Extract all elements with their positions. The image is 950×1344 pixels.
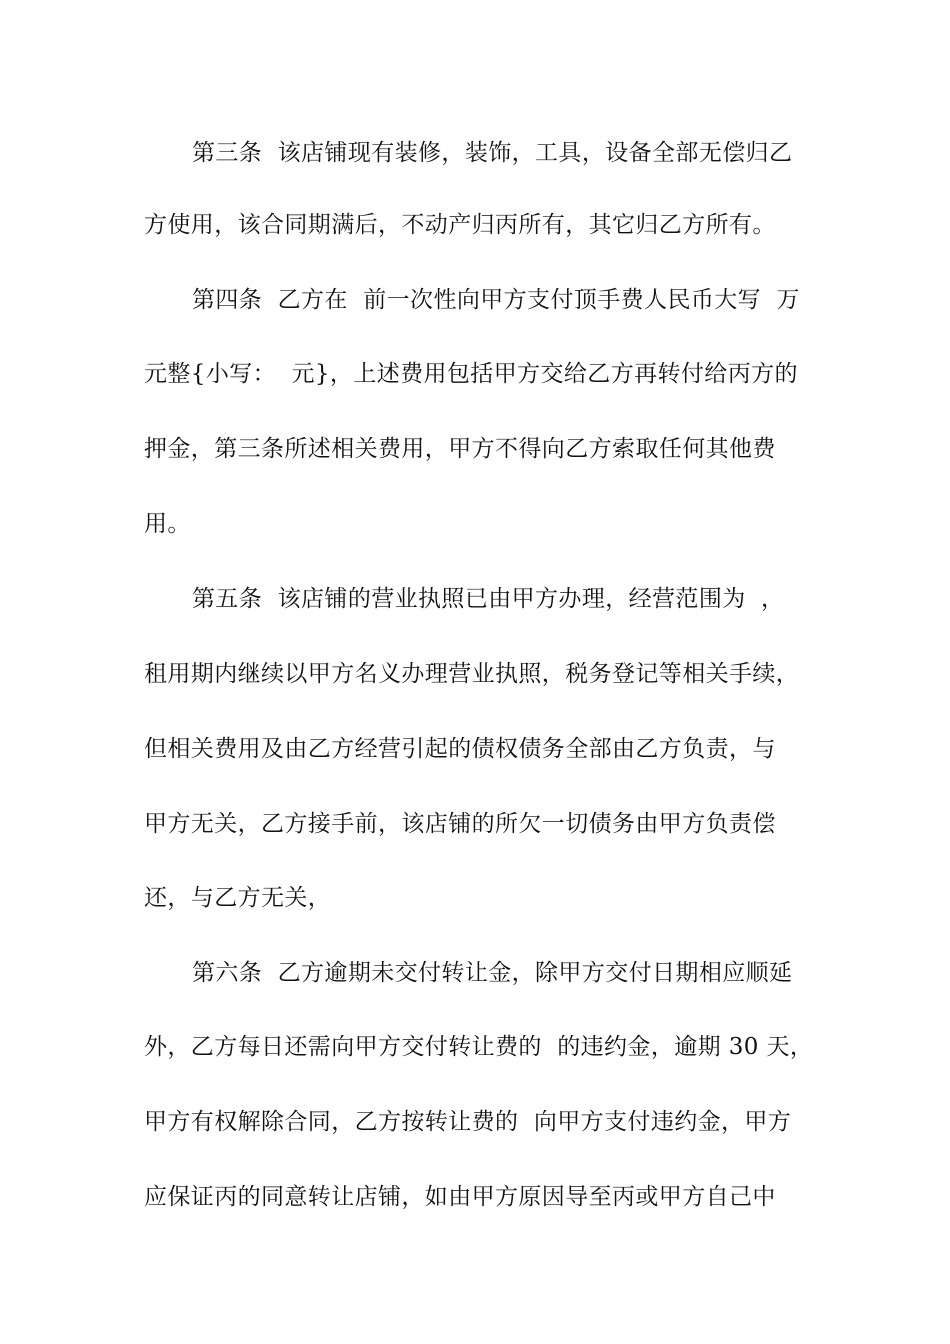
article-6-line-4: 应保证丙的同意转让店铺，如由甲方原因导至丙或甲方自己中 bbox=[144, 1184, 776, 1210]
article-5-line-1: 第五条 该店铺的营业执照已由甲方办理，经营范围为 ， bbox=[192, 586, 785, 612]
article-4-line-3: 押金，第三条所述相关费用，甲方不得向乙方索取任何其他费 bbox=[144, 436, 776, 462]
article-5-line-3: 但相关费用及由乙方经营引起的债权债务全部由乙方负责，与 bbox=[144, 736, 776, 762]
article-5-line-2: 租用期内继续以甲方名义办理营业执照，税务登记等相关手续， bbox=[144, 661, 800, 687]
article-4-line-1: 第四条 乙方在 前一次性向甲方支付顶手费人民币大写 万 bbox=[192, 287, 800, 313]
article-3-line-1: 第三条 该店铺现有装修，装饰，工具，设备全部无偿归乙 bbox=[192, 140, 793, 166]
article-4-line-2: 元整{小写： 元}，上述费用包括甲方交给乙方再转付给丙方的 bbox=[144, 361, 798, 387]
article-5-line-5: 还，与乙方无关， bbox=[144, 885, 332, 911]
article-5-line-4: 甲方无关，乙方接手前，该店铺的所欠一切债务由甲方负责偿 bbox=[144, 811, 776, 837]
article-3-line-2: 方使用，该合同期满后，不动产归丙所有，其它归乙方所有。 bbox=[144, 212, 776, 238]
article-6-line-3: 甲方有权解除合同，乙方按转让费的 向甲方支付违约金，甲方 bbox=[144, 1109, 792, 1135]
article-6-line-2: 外，乙方每日还需向甲方交付转让费的 的违约金，逾期 30 天， bbox=[144, 1034, 814, 1060]
article-4-line-4: 用。 bbox=[144, 511, 191, 537]
article-6-line-1: 第六条 乙方逾期未交付转让金，除甲方交付日期相应顺延 bbox=[192, 960, 793, 986]
